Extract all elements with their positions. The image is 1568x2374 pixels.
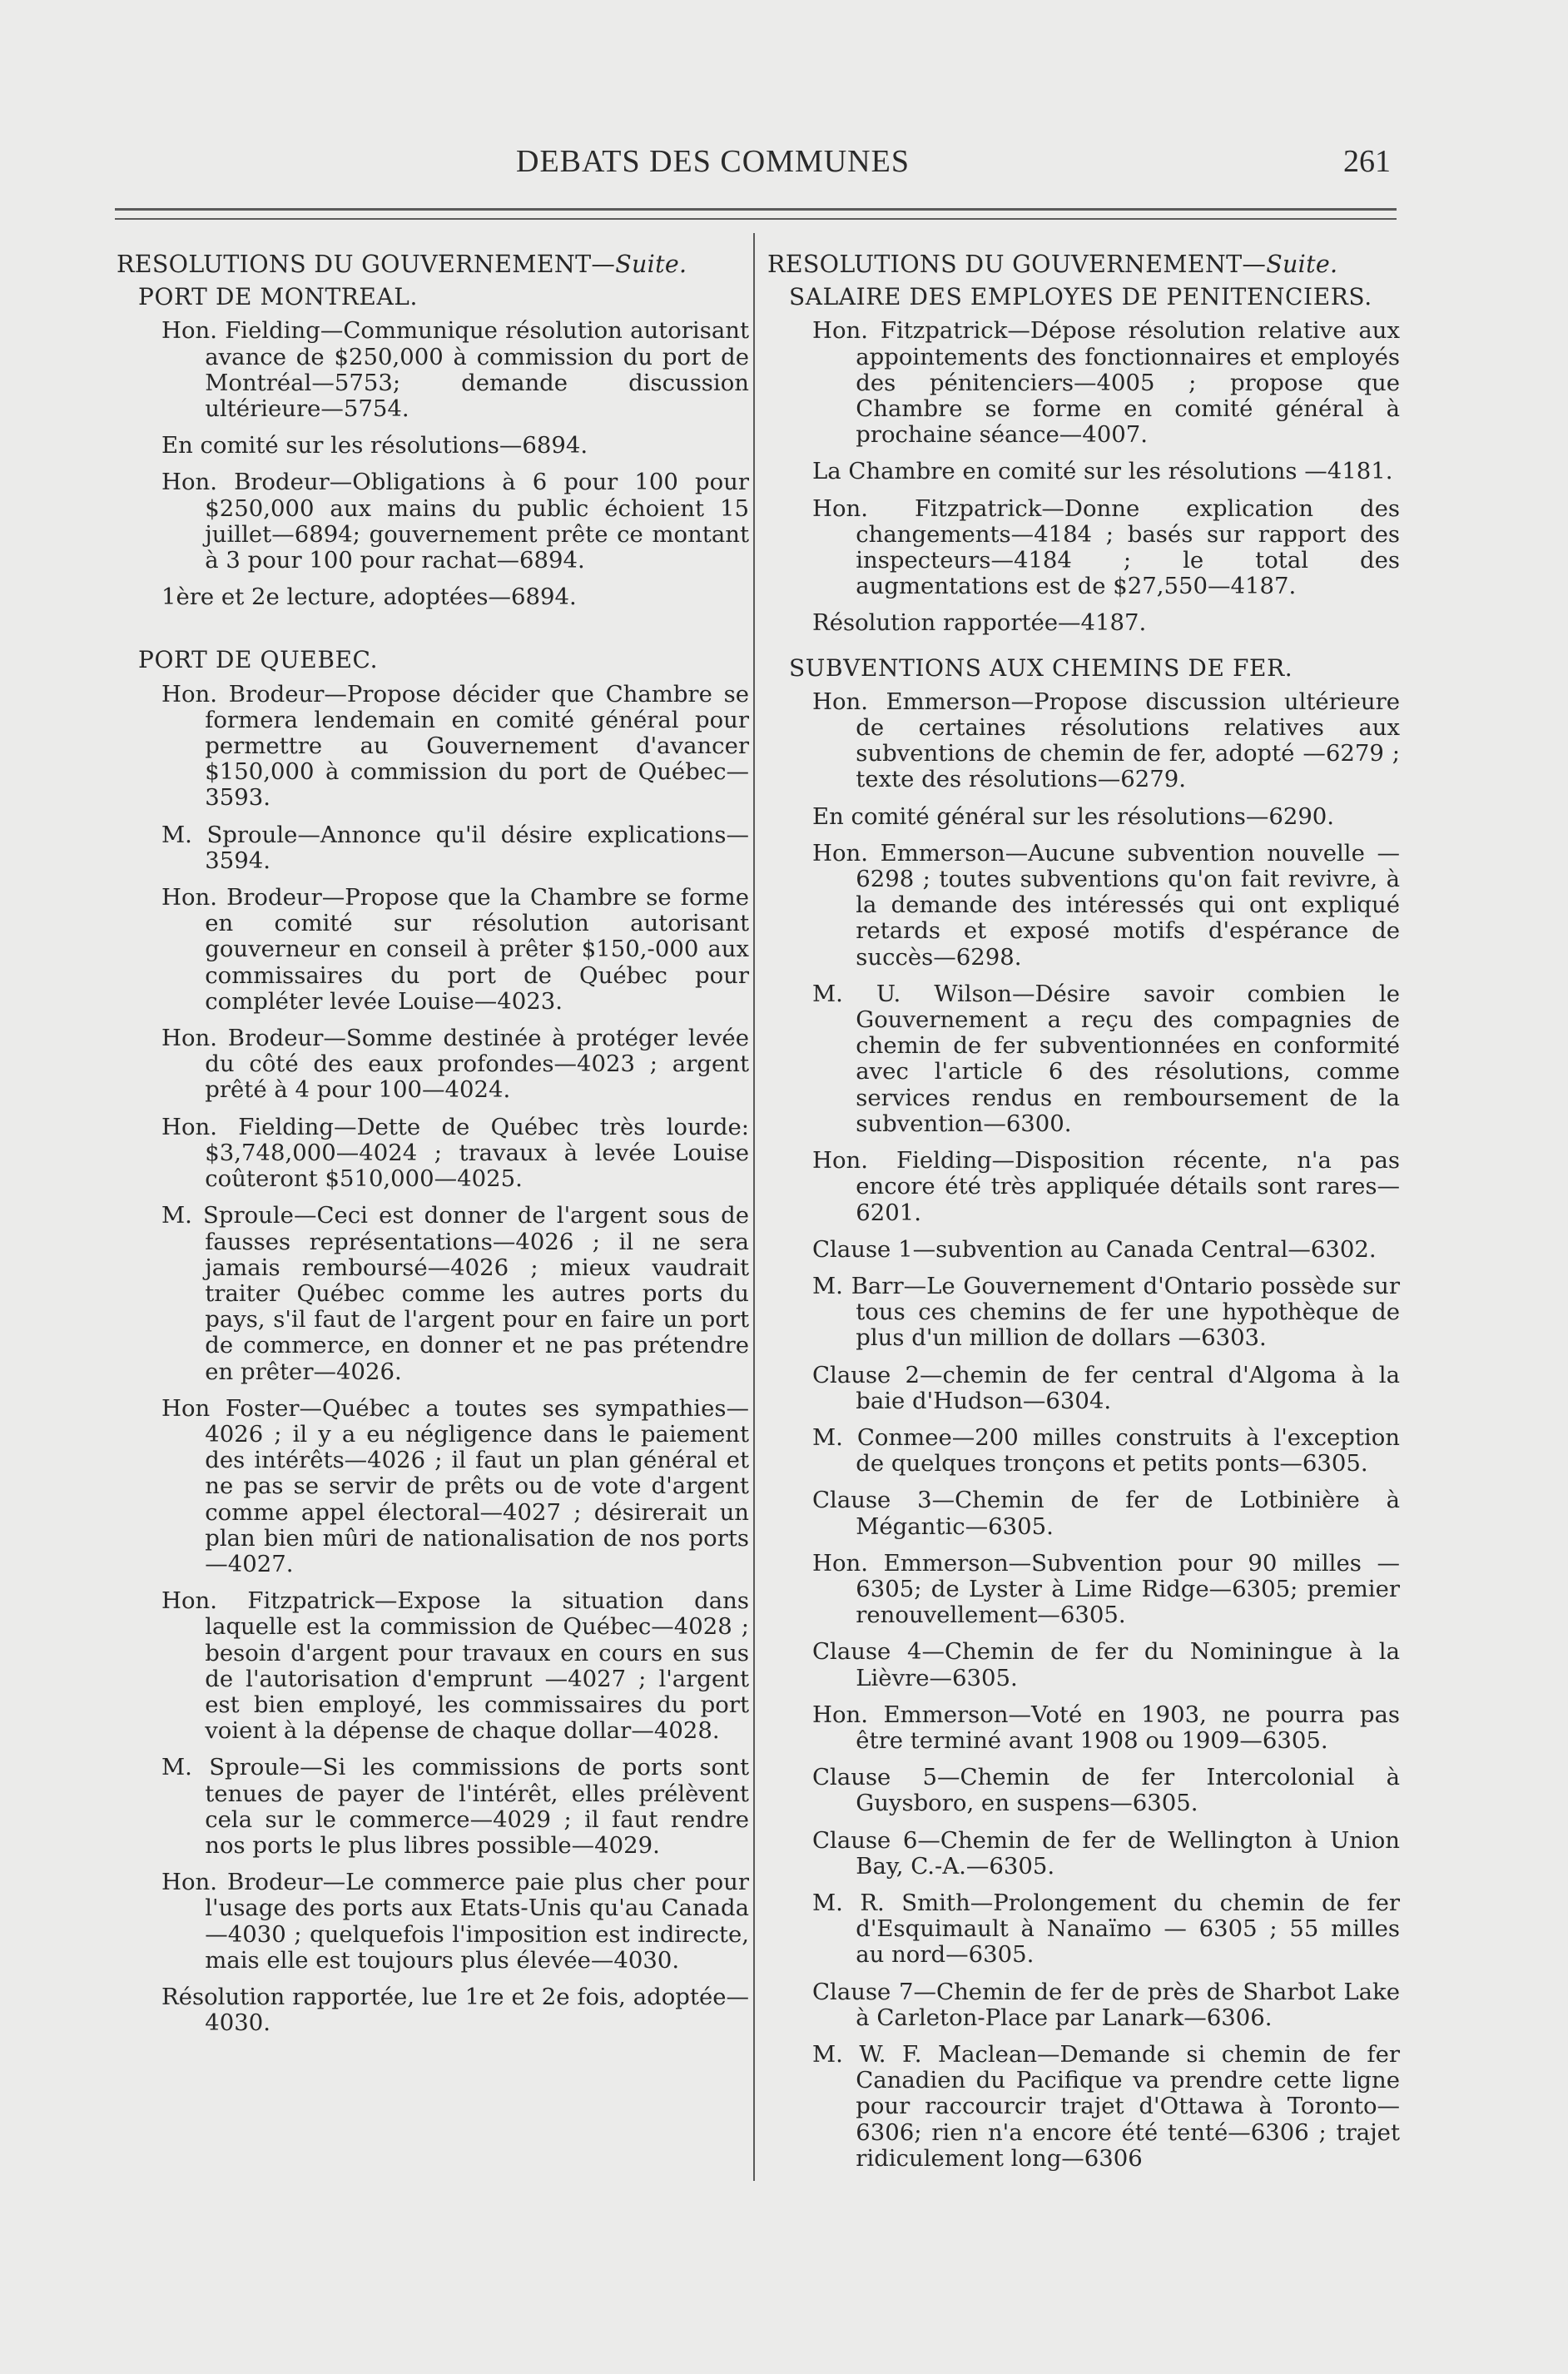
left-heading-text: RESOLUTIONS DU GOUVERNEMENT— xyxy=(117,251,616,278)
index-entry: Clause 3—Chemin de fer de Lotbinière à Mégantic—6305. xyxy=(812,1487,1400,1540)
index-entry: Clause 6—Chemin de fer de Wellington à Union Bay, C.-A.—6305. xyxy=(812,1826,1400,1880)
index-entry: Hon. Fielding—Disposition récente, n'a pas encore été très appliquée détails sont rares—6201. xyxy=(812,1147,1400,1226)
section-title-subventions-chemins-de-fer: SUBVENTIONS AUX CHEMINS DE FER. xyxy=(789,653,1293,682)
index-entry: Hon. Fitzpatrick—Dépose résolution relative aux appointements des fonctionnaires et employés des pénitenciers—4005 ; propose que Chambre se forme en comité général à prochaine séance—4007. xyxy=(812,317,1400,449)
index-entry: Clause 5—Chemin de fer Intercolonial à Guysboro, en suspens—6305. xyxy=(812,1764,1400,1817)
index-entry: M. U. Wilson—Désire savoir combien le Gouvernement a reçu des compagnies de chemin de fer subventionnées en conformité avec l'article 6 des résolutions, comme services rendus en remboursement de la subvention—6300. xyxy=(812,980,1400,1137)
section-title-salaire-employes-penitenciers: SALAIRE DES EMPLOYES DE PENITENCIERS. xyxy=(789,283,1372,311)
left-heading-suffix: Suite. xyxy=(615,251,687,278)
index-entry: Hon. Emmerson—Propose discussion ultérieure de certaines résolutions relatives aux subventions de chemin de fer, adopté —6279 ; texte des résolutions—6279. xyxy=(812,688,1400,793)
index-entry: Hon. Brodeur—Obligations à 6 pour 100 pour $250,000 aux mains du public échoient 15 juillet—6894; gouvernement prête ce montant à 3 pour 100 pour rachat—6894. xyxy=(161,469,749,574)
index-entry: Clause 1—subvention au Canada Central—6302. xyxy=(812,1235,1377,1263)
column-divider xyxy=(753,233,755,2181)
index-entry: M. Barr—Le Gouvernement d'Ontario possède sur tous ces chemins de fer une hypothèque de plus d'un million de dollars —6303. xyxy=(812,1272,1400,1352)
header-rule-top xyxy=(115,208,1397,211)
index-entry: Hon Foster—Québec a toutes ses sympathies—4026 ; il y a eu négligence dans le paiement des intérêts—4026 ; il faut un plan général et ne pas se servir de prêts ou de vote d'argent comme appel électoral—4027 ; désirerait un plan bien mûri de nationalisation de nos ports—4027. xyxy=(161,1394,749,1577)
page-number: 261 xyxy=(1343,144,1391,179)
index-entry: M. W. F. Maclean—Demande si chemin de fer Canadien du Pacifique va prendre cette ligne pour raccourcir trajet d'Ottawa à Toronto—6306; rien n'a encore été tenté—6306 ; trajet ridiculement long—6306 xyxy=(812,2040,1400,2172)
index-entry: Hon. Fielding—Communique résolution autorisant avance de $250,000 à commission du port de Montréal—5753; demande discussion ultérieure—5754. xyxy=(161,317,749,423)
right-heading-suffix: Suite. xyxy=(1266,251,1338,278)
index-entry: Hon. Fitzpatrick—Expose la situation dans laquelle est la commission de Québec—4028 ; besoin d'argent pour travaux en cours en sus de l'autorisation d'emprunt —4027 ; l'argent est bien employé, les commissaires du port voient à la dépense de chaque dollar—4028. xyxy=(161,1587,749,1745)
running-head-title: DEBATS DES COMMUNES xyxy=(516,144,910,179)
section-title-port-de-quebec: PORT DE QUEBEC. xyxy=(138,646,379,674)
index-entry: M. Sproule—Annonce qu'il désire explications—3594. xyxy=(161,821,749,874)
right-heading-text: RESOLUTIONS DU GOUVERNEMENT— xyxy=(767,251,1267,278)
index-entry: M. R. Smith—Prolongement du chemin de fer d'Esquimault à Nanaïmo — 6305 ; 55 milles au nord—6305. xyxy=(812,1889,1400,1969)
index-entry: En comité général sur les résolutions—6290. xyxy=(812,802,1335,830)
index-entry: M. Conmee—200 milles construits à l'exception de quelques tronçons et petits ponts—6305. xyxy=(812,1423,1400,1478)
index-entry: M. Sproule—Ceci est donner de l'argent sous de fausses représentations—4026 ; il ne sera jamais remboursé—4026 ; mieux vaudrait traiter Québec comme les autres ports du pays, s'il faut de l'argent pour en faire un port de commerce, en donner et ne pas prétendre en prêter—4026. xyxy=(161,1202,749,1385)
index-entry: M. Sproule—Si les commissions de ports sont tenues de payer de l'intérêt, elles prélèvent cela sur le commerce—4029 ; il faut rendre nos ports le plus libres possible—4029. xyxy=(161,1754,749,1859)
index-entry: Hon. Brodeur—Somme destinée à protéger levée du côté des eaux profondes—4023 ; argent prêté à 4 pour 100—4024. xyxy=(161,1025,749,1104)
index-entry: Hon. Brodeur—Propose que la Chambre se forme en comité sur résolution autorisant gouverneur en conseil à prêter $150,-000 aux commissaires du port de Québec pour compléter levée Louise—4023. xyxy=(161,884,749,1015)
left-column xyxy=(117,251,749,2047)
index-entry: Hon. Emmerson—Subvention pour 90 milles —6305; de Lyster à Lime Ridge—6305; premier renouvellement—6305. xyxy=(812,1549,1400,1629)
index-entry: Clause 4—Chemin de fer du Nominingue à la Lièvre—6305. xyxy=(812,1638,1400,1691)
header-rule-bottom xyxy=(115,218,1397,220)
index-entry: En comité sur les résolutions—6894. xyxy=(161,432,588,459)
index-entry: Hon. Brodeur—Le commerce paie plus cher pour l'usage des ports aux Etats-Unis qu'au Canada—4030 ; quelquefois l'imposition est indirecte, mais elle est toujours plus élevée—4030. xyxy=(161,1869,749,1974)
index-entry: 1ère et 2e lecture, adoptées—6894. xyxy=(161,584,577,611)
index-entry: La Chambre en comité sur les résolutions —4181. xyxy=(812,458,1393,485)
index-entry: Hon. Emmerson—Aucune subvention nouvelle — 6298 ; toutes subventions qu'on fait revivre, à la demande des intéressés qui ont expliqué retards et exposé motifs d'espérance de succès—6298. xyxy=(812,839,1400,971)
right-column-heading xyxy=(767,251,1400,277)
index-entry: Hon. Fielding—Dette de Québec très lourde: $3,748,000—4024 ; travaux à levée Louise coûteront $510,000—4025. xyxy=(161,1113,749,1193)
right-column xyxy=(767,251,1400,2183)
index-entry: Clause 2—chemin de fer central d'Algoma à la baie d'Hudson—6304. xyxy=(812,1361,1400,1414)
index-entry: Hon. Emmerson—Voté en 1903, ne pourra pas être terminé avant 1908 ou 1909—6305. xyxy=(812,1701,1400,1754)
index-entry: Résolution rapportée, lue 1re et 2e fois, adoptée—4030. xyxy=(161,1983,749,2037)
index-entry: Hon. Fitzpatrick—Donne explication des changements—4184 ; basés sur rapport des inspecteurs—4184 ; le total des augmentations est de $27,550—4187. xyxy=(812,494,1400,600)
index-entry: Clause 7—Chemin de fer de près de Sharbot Lake à Carleton-Place par Lanark—6306. xyxy=(812,1978,1400,2031)
left-column-heading xyxy=(117,251,749,277)
section-title-port-de-montreal: PORT DE MONTREAL. xyxy=(138,283,418,311)
index-entry: Hon. Brodeur—Propose décider que Chambre se formera lendemain en comité général pour permettre au Gouvernement d'avancer $150,000 à commission du port de Québec—3593. xyxy=(161,680,749,812)
index-entry: Résolution rapportée—4187. xyxy=(812,609,1147,637)
